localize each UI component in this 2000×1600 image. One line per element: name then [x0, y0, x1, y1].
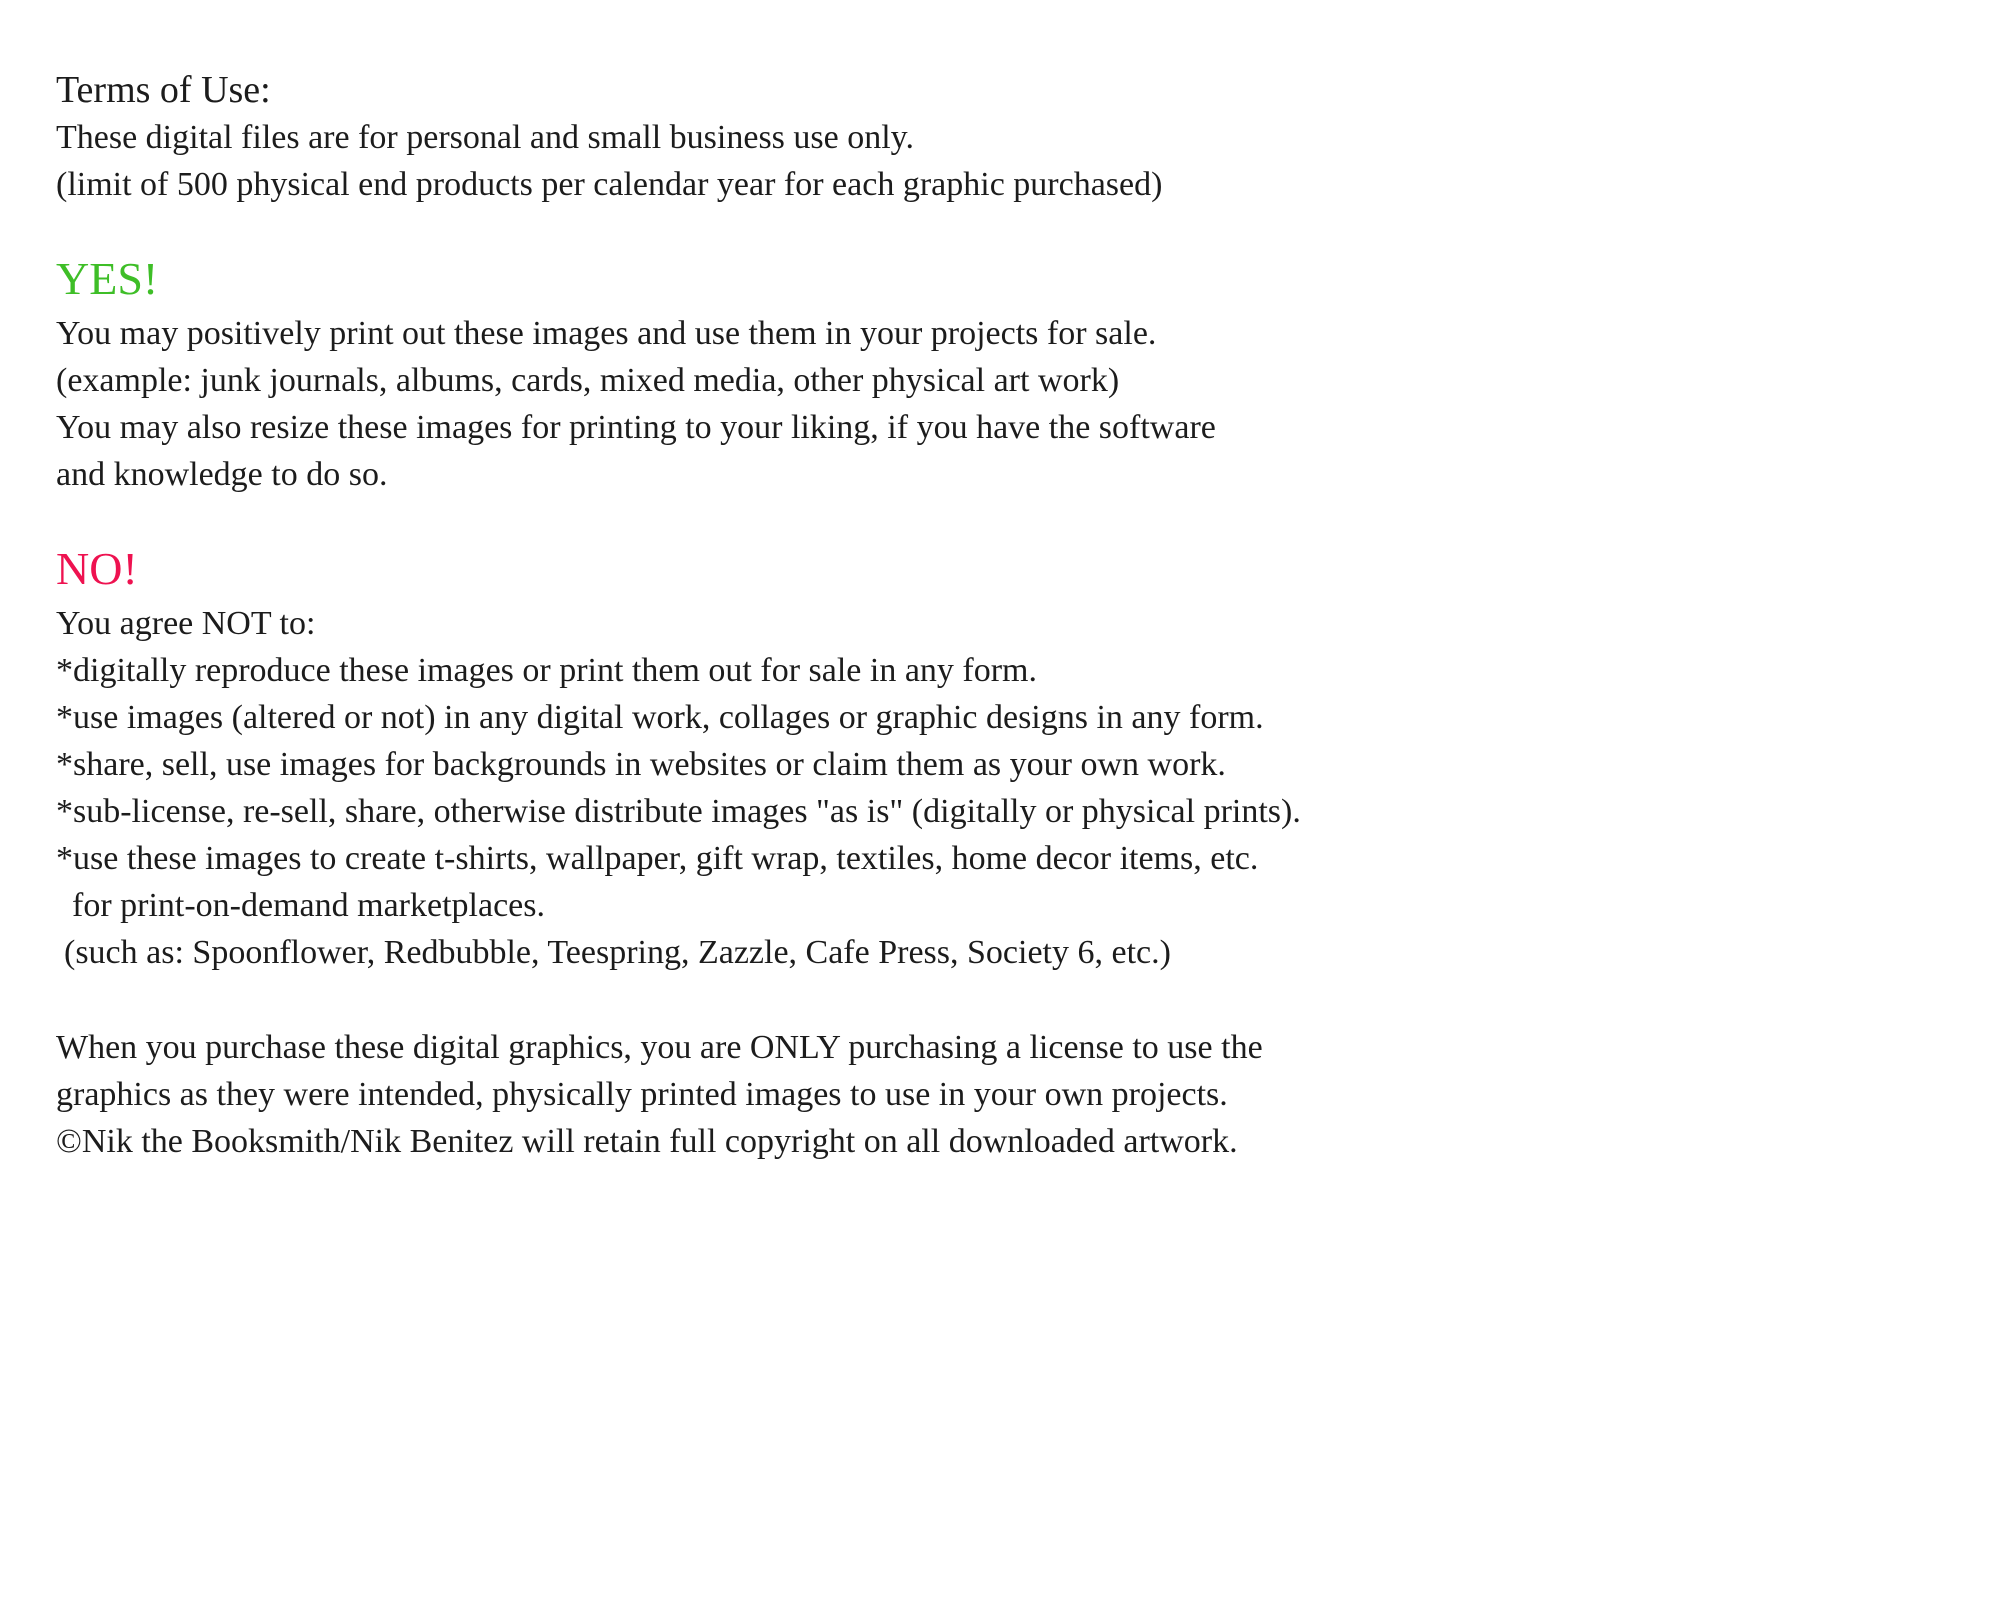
text-line: *use images (altered or not) in any digital work, collages or graphic designs in any form. [56, 699, 1264, 736]
no-heading: NO! [56, 543, 138, 594]
text-line: When you purchase these digital graphics, you are ONLY purchasing a license to use the [56, 1029, 1263, 1066]
yes-section [56, 254, 1940, 498]
text-line: for print-on-demand marketplaces. [72, 887, 545, 924]
text-line: *share, sell, use images for backgrounds in websites or claim them as your own work. [56, 746, 1226, 783]
text-line: *digitally reproduce these images or print them out for sale in any form. [56, 652, 1038, 689]
text-line: You agree NOT to: [56, 605, 316, 642]
text-line: (limit of 500 physical end products per calendar year for each graphic purchased) [56, 166, 1163, 203]
text-line: *use these images to create t-shirts, wallpaper, gift wrap, textiles, home decor items, etc. [56, 840, 1259, 877]
document-title: Terms of Use: [56, 69, 271, 111]
text-line: (example: junk journals, albums, cards, mixed media, other physical art work) [56, 362, 1120, 399]
license-footer-section [56, 1024, 1940, 1165]
text-line: ©Nik the Booksmith/Nik Benitez will retain full copyright on all downloaded artwork. [56, 1123, 1238, 1160]
text-line: graphics as they were intended, physically printed images to use in your own projects. [56, 1076, 1228, 1113]
text-line: (such as: Spoonflower, Redbubble, Teespring, Zazzle, Cafe Press, Society 6, etc.) [64, 934, 1171, 971]
text-line: *sub-license, re-sell, share, otherwise distribute images "as is" (digitally or physical prints). [56, 793, 1301, 830]
intro-section [56, 114, 1940, 208]
text-line: You may positively print out these images and use them in your projects for sale. [56, 315, 1157, 352]
text-line: You may also resize these images for printing to your liking, if you have the software [56, 409, 1216, 446]
text-line: These digital files are for personal and small business use only. [56, 119, 914, 156]
text-line: and knowledge to do so. [56, 456, 388, 493]
no-section [56, 544, 1940, 976]
yes-heading: YES! [56, 253, 159, 304]
